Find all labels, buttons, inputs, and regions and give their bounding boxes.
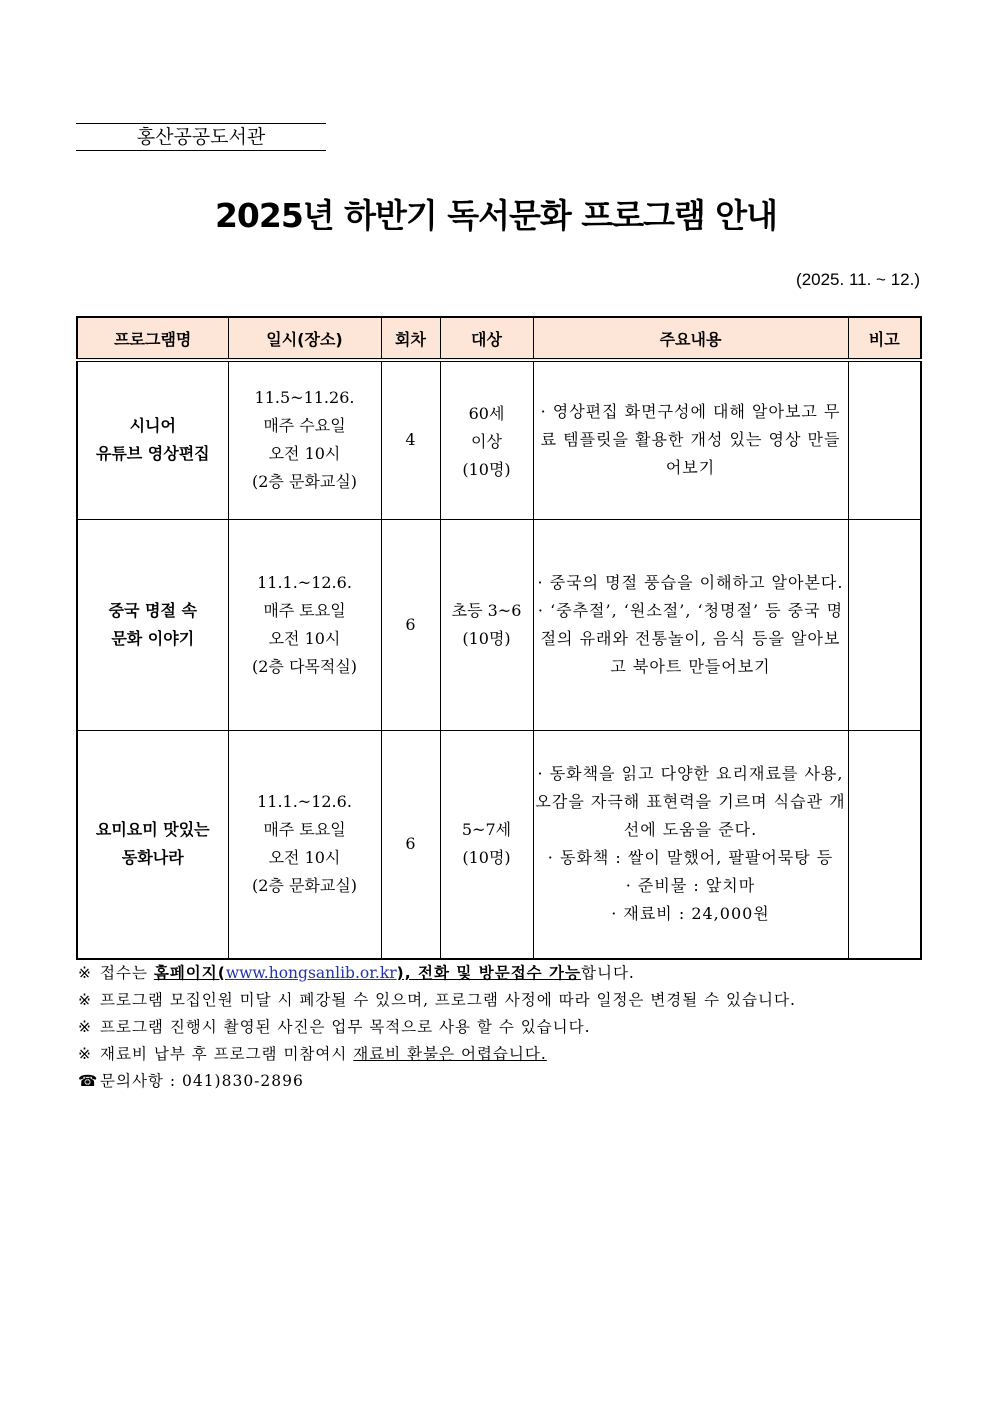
target-line: 초등 3~6 [451,600,522,620]
content-line: · 중국의 명절 풍습을 이해하고 알아본다. [537,572,844,592]
program-schedule [228,360,381,519]
program-sessions: 4 [381,360,440,519]
reference-mark-icon: ※ [78,964,92,982]
column-header-content: 주요내용 [533,317,848,360]
phone-icon: ☎ [78,1072,99,1090]
content-line: · 동화책을 읽고 다양한 요리재료를 사용, 오감을 자극해 표현력을 기르며 식습관 개선에 도움을 준다. [535,764,846,840]
schedule-line: 11.1.~12.6. [257,792,352,812]
note-cancellation [78,987,938,1014]
table-row [77,519,921,730]
reference-mark-icon: ※ [78,1045,92,1063]
program-name [77,519,228,730]
schedule-line: 오전 10시 [268,848,341,868]
note-text: 접수는 [100,964,154,982]
reference-mark-icon: ※ [78,991,92,1009]
target-line: 60세 [468,404,505,423]
schedule-line: 11.5~11.26. [254,388,355,408]
target-line: 이상 [471,432,502,451]
program-name [77,730,228,959]
column-header-note: 비고 [848,317,921,360]
note-bold-text: 홈페이지( [153,964,226,982]
schedule-line: 매주 토요일 [263,820,346,840]
content-line: · 영상편집 화면구성에 대해 알아보고 무료 템플릿을 활용한 개성 있는 영상 만들어보기 [540,402,841,478]
column-header-sessions: 회차 [381,317,440,360]
content-line: · 재료비 : 24,000원 [611,904,770,924]
homepage-link[interactable]: www.hongsanlib.or.kr [225,964,397,982]
contact-text: 문의사항 : 041)830-2896 [100,1072,304,1090]
program-content [533,730,848,959]
content-line: · 동화책 : 쌀이 말했어, 팔팔어묵탕 등 [547,848,834,868]
note-underlined-text: 재료비 환불은 어렵습니다. [353,1045,547,1063]
target-line: (10명) [462,628,511,648]
note-registration [78,960,938,987]
program-schedule [228,730,381,959]
schedule-line: (2층 다목적실) [251,656,358,676]
program-target [440,360,533,519]
program-target [440,519,533,730]
schedule-line: 매주 수요일 [263,416,346,436]
program-note [848,360,921,519]
program-content [533,360,848,519]
period-label: (2025. 11. ~ 12.) [796,270,920,289]
target-line: 5~7세 [461,820,512,840]
program-sessions: 6 [381,730,440,959]
program-table [76,316,922,960]
schedule-line: 매주 토요일 [263,600,346,620]
note-text: 재료비 납부 후 프로그램 미참여시 [100,1045,354,1063]
program-target [440,730,533,959]
program-content [533,519,848,730]
program-name-line: 유튜브 영상편집 [95,444,210,464]
page-title: 2025년 하반기 독서문화 프로그램 안내 [214,196,778,235]
note-contact [78,1068,938,1095]
schedule-line: (2층 문화교실) [251,876,358,896]
note-photos [78,1014,938,1041]
target-line: (10명) [462,848,511,868]
content-line: · ‘중추절’, ‘원소절’, ‘청명절’ 등 중국 명절의 유래와 전통놀이, 음식 등을 알아보고 북아트 만들어보기 [537,600,844,676]
note-refund [78,1041,938,1068]
table-header-row [77,317,921,360]
program-note [848,519,921,730]
note-text: 프로그램 진행시 촬영된 사진은 업무 목적으로 사용 할 수 있습니다. [100,1018,591,1036]
target-line: (10명) [462,460,511,479]
schedule-line: (2층 문화교실) [251,472,358,492]
program-sessions: 6 [381,519,440,730]
program-name-line: 요미요미 맛있는 [95,820,210,840]
schedule-line: 11.1.~12.6. [257,572,352,592]
column-header-target: 대상 [440,317,533,360]
program-name [77,360,228,519]
content-line: · 준비물 : 앞치마 [625,876,756,896]
program-schedule [228,519,381,730]
schedule-line: 오전 10시 [268,444,341,464]
notes-section [78,960,938,1095]
schedule-line: 오전 10시 [268,628,341,648]
note-text: 프로그램 모집인원 미달 시 폐강될 수 있으며, 프로그램 사정에 따라 일정은 변경될 수 있습니다. [100,991,796,1009]
column-header-program: 프로그램명 [77,317,228,360]
note-text: 합니다. [581,964,635,982]
organization-name: 홍산공공도서관 [76,123,326,151]
reference-mark-icon: ※ [78,1018,92,1036]
program-name-line: 동화나라 [121,848,184,868]
program-name-line: 문화 이야기 [111,628,195,648]
note-bold-text: ), 전화 및 방문접수 가능 [396,964,581,982]
table-row [77,360,921,519]
table-row [77,730,921,959]
column-header-schedule: 일시(장소) [228,317,381,360]
program-name-line: 시니어 [129,416,176,436]
program-note [848,730,921,959]
program-name-line: 중국 명절 속 [108,600,197,620]
